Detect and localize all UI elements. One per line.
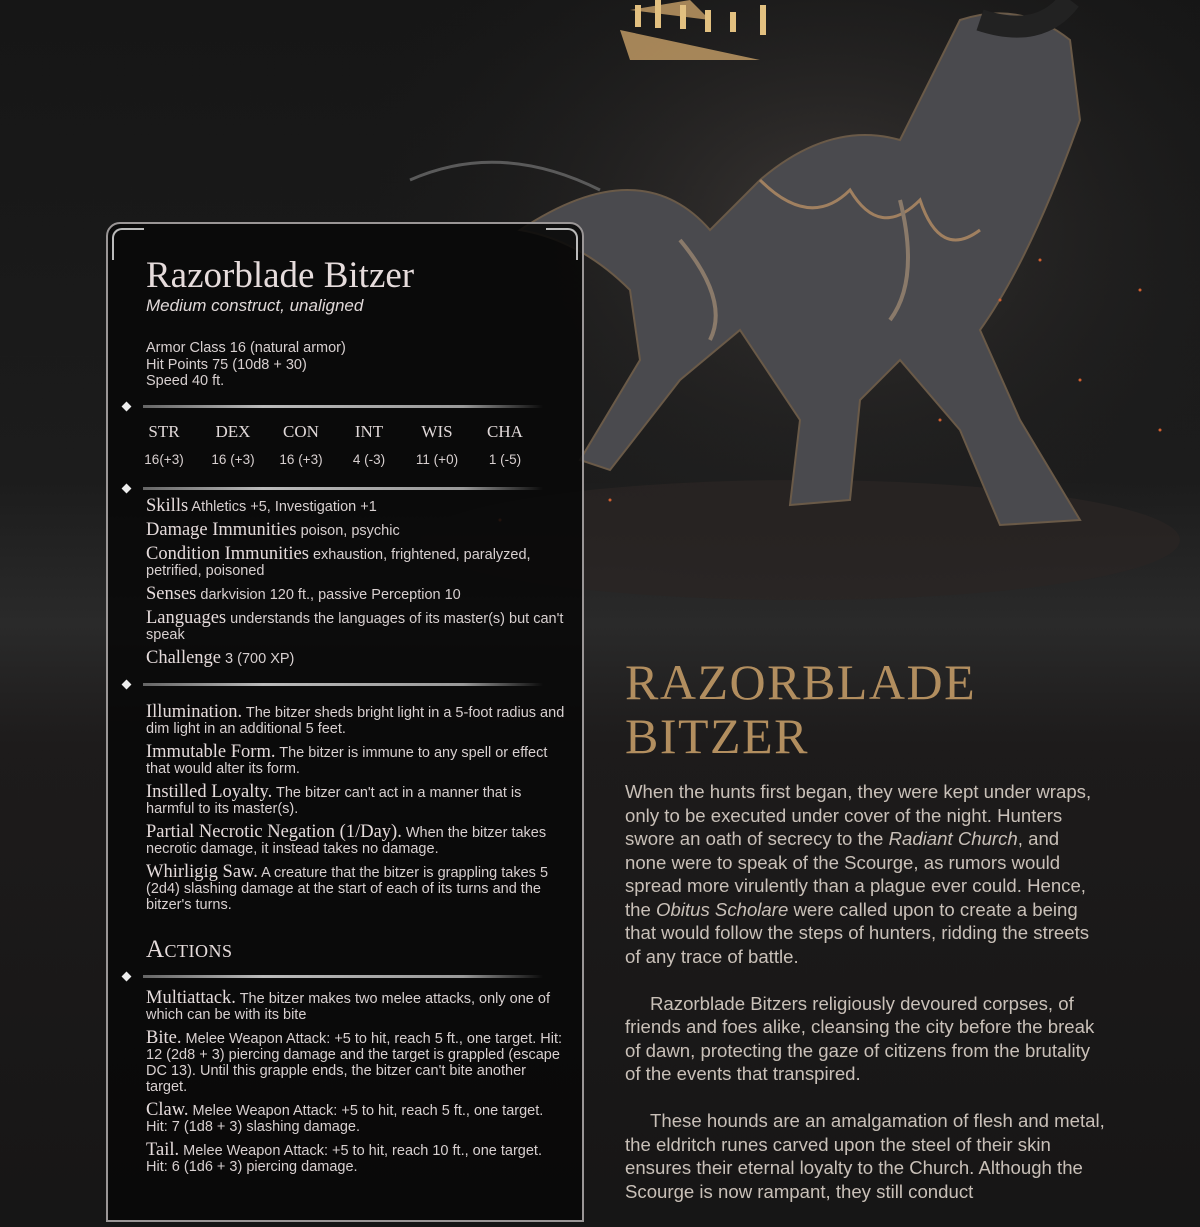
ability-label: DEX — [215, 422, 251, 441]
ability-value: 4 (-3) — [352, 452, 386, 467]
lore-emphasis: Obitus Scholare — [656, 898, 789, 920]
property-name: Skills — [146, 496, 189, 516]
lore-text-run: , and none were to speak of the Scourge, as rumors would spread more virulently than a plague ever could. Hence, the — [625, 828, 1086, 920]
ability-label: INT — [354, 422, 384, 441]
ability-value: 1 (-5) — [488, 452, 522, 467]
actions — [146, 990, 566, 1182]
ability-label: WIS — [421, 422, 453, 441]
diamond-ornament-icon — [122, 972, 132, 982]
trait-name: Instilled Loyalty. — [146, 782, 273, 802]
basic-stats — [146, 340, 346, 390]
property-name: Challenge — [146, 648, 222, 668]
action — [146, 1030, 566, 1095]
ability-value: 16 (+3) — [211, 452, 255, 467]
corner-ornament — [546, 228, 578, 260]
action-name: Multiattack. — [146, 988, 236, 1008]
ability-label: CHA — [487, 422, 523, 441]
lore-title-line: BITZER — [625, 708, 809, 764]
property-text: understands the languages of its master(s) but can't speak — [146, 611, 564, 643]
ability-value: 16(+3) — [144, 452, 184, 467]
lore-text-run: were called upon to create a being that would follow the steps of hunters, ridding the streets of any trace of battle. — [625, 898, 1090, 967]
lore-text — [625, 780, 1105, 1227]
action-text: Melee Weapon Attack: +5 to hit, reach 5 ft., one target. Hit: 7 (1d8 + 3) slashing damage. — [146, 1103, 544, 1135]
property-text: darkvision 120 ft., passive Perception 10 — [200, 587, 461, 603]
divider — [143, 487, 543, 490]
lore-paragraph: Razorblade Bitzers religiously devoured corpses, of friends and foes alike, cleansing the city before the break of dawn, protecting the gaze of citizens from the brutality of the events that transpired. — [625, 992, 1095, 1084]
monster-type: Medium construct, unaligned — [146, 296, 364, 315]
property-skills — [146, 498, 566, 515]
diamond-ornament-icon — [122, 484, 132, 494]
trait — [146, 784, 566, 817]
trait-text: The bitzer sheds bright light in a 5-foot radius and dim light in an additional 5 feet. — [146, 705, 565, 737]
action — [146, 990, 566, 1023]
ability-label: STR — [148, 422, 180, 441]
property-text: poison, psychic — [300, 523, 400, 539]
ability-dex — [199, 422, 267, 467]
properties — [146, 498, 566, 674]
ability-wis — [403, 422, 471, 467]
ability-int — [335, 422, 403, 467]
property-text: 3 (700 XP) — [225, 651, 295, 667]
property-name: Languages — [146, 608, 227, 628]
action-text: Melee Weapon Attack: +5 to hit, reach 5 ft., one target. Hit: 12 (2d8 + 3) piercing damage and the target is grappled (escape DC 13). Until this grapple ends, the bitzer can't bite another target. — [146, 1031, 563, 1095]
diamond-ornament-icon — [122, 680, 132, 690]
trait — [146, 824, 566, 857]
property-text: exhaustion, frightened, paralyzed, petrified, poisoned — [146, 547, 531, 579]
trait-text: A creature that the bitzer is grappling takes 5 (2d4) slashing damage at the start of each of its turns and the bitzer's turns. — [146, 865, 549, 913]
ability-con — [267, 422, 335, 467]
trait-name: Whirligig Saw. — [146, 862, 258, 882]
hit-points: Hit Points 75 (10d8 + 30) — [146, 356, 307, 373]
divider — [143, 405, 543, 408]
trait-name: Partial Necrotic Negation (1/Day). — [146, 822, 402, 842]
property-challenge — [146, 650, 566, 667]
ability-cha — [471, 422, 539, 467]
action-name: Claw. — [146, 1100, 189, 1120]
divider — [143, 975, 543, 978]
ability-value: 16 (+3) — [279, 452, 323, 467]
action-text: The bitzer makes two melee attacks, only one of which can be with its bite — [146, 991, 550, 1023]
lore-title-line: RAZORBLADE — [625, 654, 977, 710]
ability-value: 11 (+0) — [415, 452, 459, 467]
ability-str — [130, 422, 198, 467]
trait — [146, 704, 566, 737]
trait-text: The bitzer can't act in a manner that is harmful to its master(s). — [146, 785, 522, 817]
trait — [146, 864, 566, 913]
lore-paragraph: These hounds are an amalgamation of flesh and metal, the eldritch runes carved upon the steel of their skin ensures their eternal loyalty to the Church. Although the Scourge is now rampant, they still conduct — [625, 1110, 1105, 1202]
armor-class: Armor Class 16 (natural armor) — [146, 340, 346, 356]
traits — [146, 704, 566, 920]
property-damage-immunities — [146, 522, 566, 539]
diamond-ornament-icon — [122, 402, 132, 412]
lore-text-run: When the hunts first began, they were kept under wraps, only to be executed under cover of the night. Hunters swore an oath of secrecy to the — [625, 781, 1092, 849]
action-name: Bite. — [146, 1028, 182, 1048]
trait-name: Immutable Form. — [146, 742, 276, 762]
corner-ornament — [112, 228, 144, 260]
property-text: Athletics +5, Investigation +1 — [191, 499, 377, 515]
action — [146, 1102, 566, 1135]
property-senses — [146, 586, 566, 603]
monster-name: Razorblade Bitzer — [146, 255, 415, 296]
lore-emphasis: Radiant Church — [888, 828, 1018, 849]
lore-paragraph — [625, 780, 1105, 968]
action-text: Melee Weapon Attack: +5 to hit, reach 10 ft., one target. Hit: 6 (1d6 + 3) piercing damage. — [146, 1143, 542, 1175]
trait-text: The bitzer is immune to any spell or effect that would alter its form. — [146, 745, 548, 777]
property-name: Senses — [146, 584, 197, 604]
trait-name: Illumination. — [146, 702, 243, 722]
action — [146, 1142, 566, 1175]
property-name: Damage Immunities — [146, 520, 297, 540]
trait-text: When the bitzer takes necrotic damage, it instead takes no damage. — [146, 825, 547, 857]
ability-label: CON — [283, 422, 319, 441]
property-condition-immunities — [146, 546, 566, 579]
action-name: Tail. — [146, 1140, 180, 1160]
property-name: Condition Immunities — [146, 544, 309, 564]
speed: Speed 40 ft. — [146, 373, 225, 389]
trait — [146, 744, 566, 777]
actions-heading: Actions — [146, 936, 233, 963]
divider — [143, 683, 543, 686]
stat-block — [106, 222, 584, 1222]
property-languages — [146, 610, 566, 643]
lore-title — [625, 655, 976, 763]
